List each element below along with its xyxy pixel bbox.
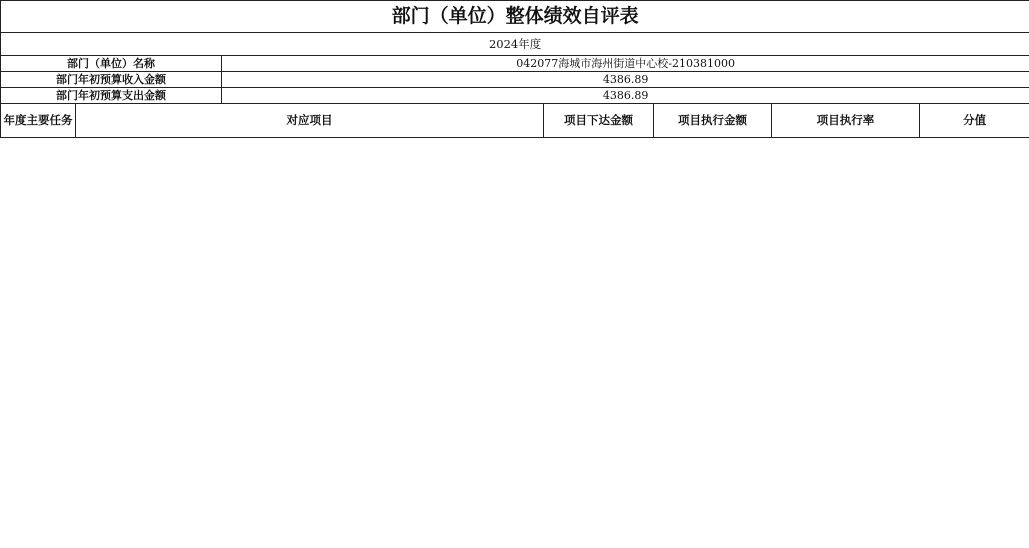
dept-name-label: 部门（单位）名称 <box>1 56 222 72</box>
executed-header: 项目执行金额 <box>654 104 772 138</box>
expense-value: 4386.89 <box>222 88 1029 104</box>
income-value: 4386.89 <box>222 72 1029 88</box>
dept-name-value: 042077海城市海州街道中心校-210381000 <box>222 56 1029 72</box>
tasks-section-header: 年度主要任务 <box>1 104 76 138</box>
score-value-header: 分值 <box>920 104 1029 138</box>
page-title: 部门（单位）整体绩效自评表 <box>1 1 1029 33</box>
income-label: 部门年初预算收入金额 <box>1 72 222 88</box>
rate-header: 项目执行率 <box>772 104 920 138</box>
year-label: 2024年度 <box>1 33 1029 56</box>
project-header: 对应项目 <box>76 104 544 138</box>
allocated-header: 项目下达金额 <box>544 104 654 138</box>
self-evaluation-table <box>0 0 1029 138</box>
expense-label: 部门年初预算支出金额 <box>1 88 222 104</box>
